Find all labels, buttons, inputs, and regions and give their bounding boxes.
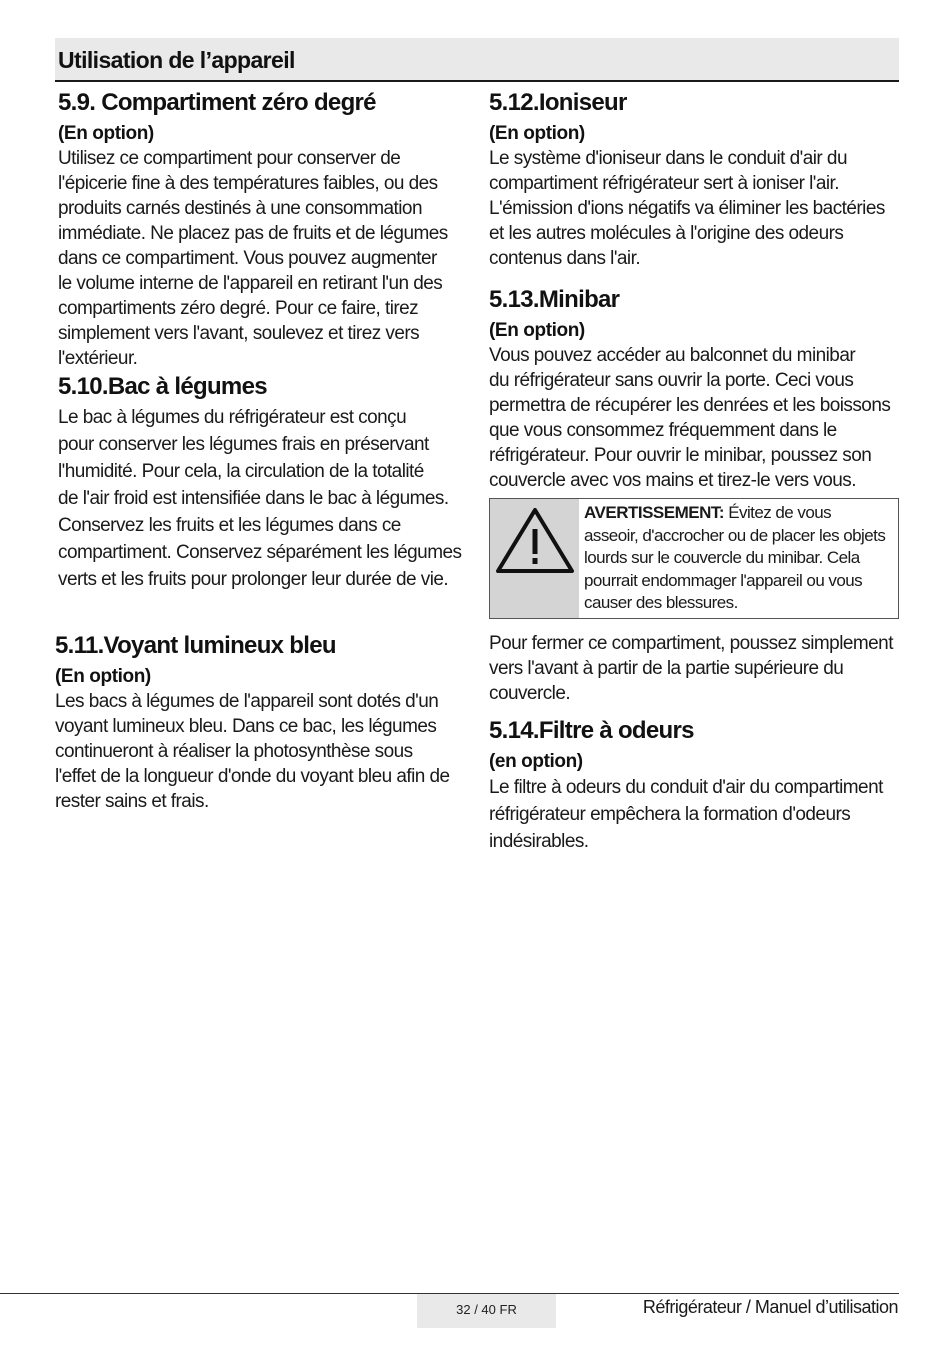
body-line: compartiment réfrigérateur sert à ioniser l'air. [489,173,839,194]
body-line: Le système d'ioniseur dans le conduit d'air du [489,148,847,169]
warning-icon-panel [490,499,579,618]
body-line: l'épicerie fine à des températures faibles, ou des [58,173,438,194]
body-line: compartiment. Conservez séparément les légumes [58,542,462,563]
body-line: réfrigérateur. Pour ouvrir le minibar, poussez son [489,445,872,466]
body-line: le volume interne de l'appareil en retirant l'un des [58,273,443,294]
section-header-bar [55,38,899,82]
warning-text [584,502,896,615]
option-label: (En option) [489,320,585,341]
body-line: produits carnés destinés à une consommation [58,198,422,219]
section-5-13 [489,285,901,493]
section-title: 5.12.Ioniseur [489,89,627,116]
section-5-9 [58,88,470,371]
warning-line: asseoir, d'accrocher ou de placer les objets [584,525,886,545]
body-line: pour conserver les légumes frais en préservant [58,434,429,455]
body-line: simplement vers l'avant, soulevez et tirez vers [58,323,420,344]
section-title: 5.14.Filtre à odeurs [489,717,694,744]
body-line: continueront à réaliser la photosynthèse sous [55,741,413,762]
warning-line: Évitez de vous [724,503,832,522]
section-body [55,689,467,814]
body-line: réfrigérateur empêchera la formation d'odeurs [489,804,851,825]
body-line: du réfrigérateur sans ouvrir la porte. Ceci vous [489,370,854,391]
section-title: 5.9. Compartiment zéro degré [58,89,376,116]
warning-line: causer des blessures. [584,593,738,613]
body-line: voyant lumineux bleu. Dans ce bac, les légumes [55,716,437,737]
section-5-12 [489,88,901,271]
section-body [58,404,470,593]
body-line: indésirables. [489,831,589,852]
body-line: Les bacs à légumes de l'appareil sont dotés d'un [55,691,439,712]
body-line: immédiate. Ne placez pas de fruits et de légumes [58,223,448,244]
section-title: 5.11.Voyant lumineux bleu [55,632,336,659]
body-line: l'humidité. Pour cela, la circulation de la totalité [58,461,424,482]
body-line: L'émission d'ions négatifs va éliminer les bactéries [489,198,885,219]
body-line: Conservez les fruits et les légumes dans ce [58,515,401,536]
body-line: couvercle avec vos mains et tirez-le vers vous. [489,470,856,491]
section-body [489,343,901,493]
body-line: dans ce compartiment. Vous pouvez augmenter [58,248,437,269]
body-line: compartiments zéro degré. Pour ce faire, tirez [58,298,419,319]
body-line: que vous consommez fréquemment dans le [489,420,837,441]
section-body [489,146,901,271]
body-line: verts et les fruits pour prolonger leur durée de vie. [58,569,449,590]
body-line: couvercle. [489,683,571,704]
body-line: Pour fermer ce compartiment, poussez simplement [489,633,893,654]
section-5-14 [489,716,901,855]
body-line: permettra de récupérer les denrées et les boissons [489,395,891,416]
warning-box [489,498,899,619]
warning-line: pourrait endommager l'appareil ou vous [584,570,863,590]
body-line: Vous pouvez accéder au balconnet du minibar [489,345,856,366]
section-title: 5.10.Bac à légumes [58,373,267,400]
option-label: (En option) [489,123,585,144]
body-line: vers l'avant à partir de la partie supérieure du [489,658,844,679]
body-line: Le filtre à odeurs du conduit d'air du compartiment [489,777,883,798]
warning-label: AVERTISSEMENT: [584,503,725,522]
page-number: 32 / 40 FR [417,1294,556,1328]
option-label: (En option) [55,666,151,687]
body-line: rester sains et frais. [55,791,209,812]
option-label: (En option) [58,123,154,144]
section-5-11 [55,631,467,814]
footer-document-title: Réfrigérateur / Manuel d’utilisation [642,1297,898,1317]
warning-triangle-icon [493,505,577,575]
body-line: Utilisez ce compartiment pour conserver de [58,148,401,169]
page-section-title: Utilisation de l’appareil [58,47,295,73]
section-5-13-continued [489,631,901,706]
section-body [489,774,901,855]
body-line: et les autres molécules à l'origine des odeurs [489,223,844,244]
section-body [489,631,901,706]
section-body [58,146,470,371]
body-line: l'effet de la longueur d'onde du voyant bleu afin de [55,766,450,787]
section-title: 5.13.Minibar [489,286,620,313]
section-5-10 [58,372,470,593]
body-line: contenus dans l'air. [489,248,641,269]
option-label: (en option) [489,751,583,772]
warning-line: lourds sur le couvercle du minibar. Cela [584,548,860,568]
body-line: l'extérieur. [58,348,138,369]
body-line: de l'air froid est intensifiée dans le bac à légumes. [58,488,449,509]
body-line: Le bac à légumes du réfrigérateur est conçu [58,407,407,428]
